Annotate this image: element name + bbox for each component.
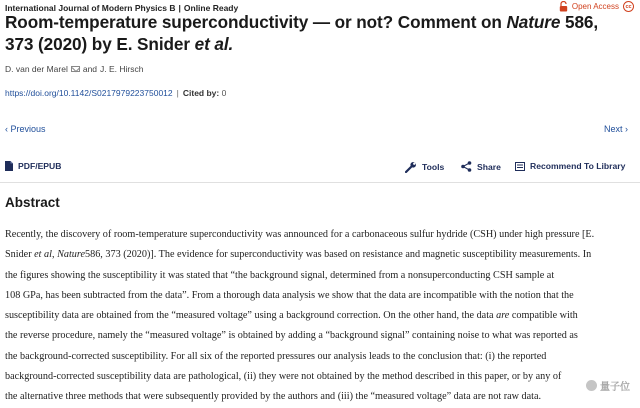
chevron-right-icon: › — [625, 124, 628, 134]
abstract-line: the background-corrected susceptibility. For all six of the reported pressures our analysis leads to the conclusion that: (i) the reported — [5, 350, 547, 362]
cited-by-label: Cited by: — [182, 88, 220, 98]
next-article-link[interactable]: Next › — [603, 124, 628, 134]
abstract-heading: Abstract — [5, 195, 60, 210]
share-button[interactable]: Share — [461, 161, 501, 172]
journal-status: Online Ready — [183, 3, 239, 13]
previous-article-link[interactable]: ‹ Previous — [5, 124, 46, 134]
email-icon[interactable] — [71, 66, 80, 72]
open-access-label: Open Access — [571, 2, 619, 11]
abstract-line: the alternative three methods that were subsequently provided by the authors and (iii) the “measured voltage” data are not raw data. — [5, 391, 542, 403]
abstract-line: the figures showing the susceptibility it was stated that “the background signal, determined from a nonsuperconducting CSH sample at — [5, 269, 555, 281]
article-toolbar — [0, 150, 640, 182]
watermark-logo-icon — [586, 380, 597, 391]
author-link[interactable]: J. E. Hirsch — [100, 64, 144, 74]
watermark — [586, 378, 630, 393]
abstract-line: background-corrected susceptibility data are pathological, (ii) they were not obtained by the method described in this paper, or by any of — [5, 371, 562, 383]
abstract-line: 108 GPa, has been subtracted from the data”. From a thorough data analysis we show that the data are incompatible with the notion that the — [5, 289, 574, 301]
article-title: Room-temperature superconductivity — or not? Comment on Nature 586, 373 (2020) by E. Snider et al. — [5, 12, 599, 54]
creative-commons-icon[interactable]: cc — [623, 1, 634, 12]
chevron-left-icon: ‹ — [5, 124, 8, 134]
abstract-text — [5, 225, 633, 408]
wrench-icon — [405, 161, 417, 173]
cited-by-count[interactable]: 0 — [221, 88, 227, 98]
pdf-epub-button[interactable]: PDF/EPUB — [5, 161, 61, 171]
separator: | — [178, 3, 181, 13]
journal-name[interactable]: International Journal of Modern Physics B — [5, 3, 176, 13]
recommend-to-library-button[interactable]: Recommend To Library — [515, 161, 625, 171]
abstract-line: the reverse procedure, namely the “measured voltage” is obtained by adding a “background signal” containing noise to what was reported as — [5, 330, 578, 342]
divider — [0, 182, 640, 183]
share-icon — [461, 161, 472, 172]
author-connector: and — [82, 64, 98, 74]
doi-link[interactable]: https://doi.org/10.1142/S0217979223750012 — [5, 88, 173, 98]
watermark-text: 量子位 — [600, 382, 630, 393]
library-icon — [515, 162, 525, 171]
abstract-line: Recently, the discovery of room-temperature superconductivity was announced for a carbonaceous sulfur hydride (CSH) under high pressure [E. — [5, 229, 595, 240]
author-list — [5, 64, 143, 74]
abstract-line: Snider et al, Nature586, 373 (2020)]. The evidence for superconductivity was based on resistance and magnetic susceptibility measurements. In — [5, 249, 592, 261]
abstract-line: susceptibility data are obtained from the “measured voltage” using a background correction. On the other hand, the data are compatible with — [5, 310, 578, 322]
pdf-icon — [5, 161, 13, 171]
doi-row — [5, 88, 226, 98]
author-link[interactable]: D. van der Marel — [5, 64, 68, 74]
tools-button[interactable]: Tools — [405, 161, 444, 173]
separator: | — [176, 88, 179, 98]
